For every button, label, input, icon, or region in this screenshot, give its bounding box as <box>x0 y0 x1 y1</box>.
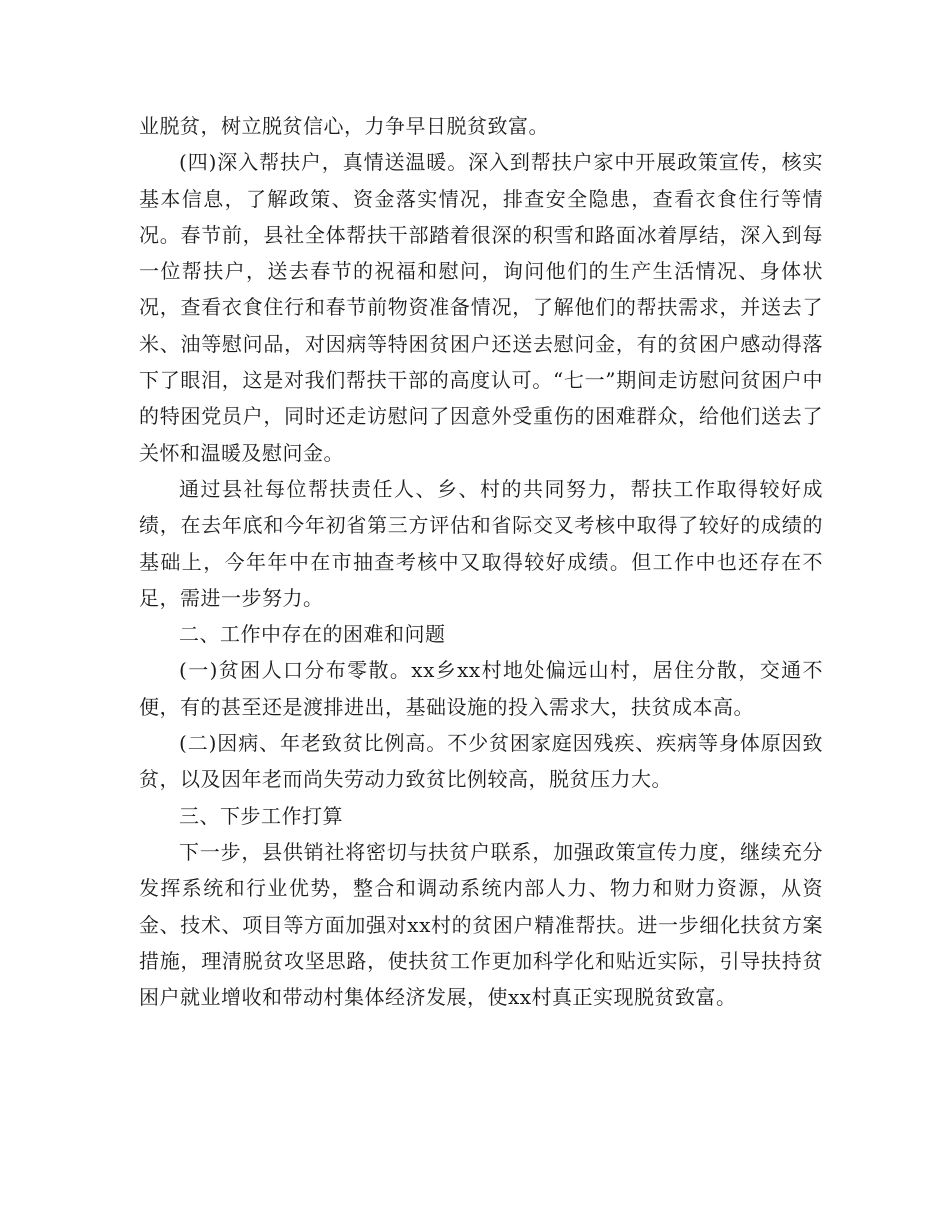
document-body <box>139 108 823 1015</box>
paragraph-difficulty-two: (二)因病、年老致贫比例高。不少贫困家庭因残疾、疾病等身体原因致贫，以及因年老而尚失劳动力致贫比例较高，脱贫压力大。 <box>139 731 823 792</box>
paragraph-continuation: 业脱贫，树立脱贫信心，力争早日脱贫致富。 <box>139 114 549 138</box>
paragraph-section-four: (四)深入帮扶户，真情送温暖。深入到帮扶户家中开展政策宣传，核实基本信息，了解政策、资金落实情况，排查安全隐患，查看衣食住行等情况。春节前，县社全体帮扶干部踏着很深的积雪和路面冰着厚结，深入到每一位帮扶户，送去春节的祝福和慰问，询问他们的生产生活情况、身体状况，查看衣食住行和春节前物资准备情况，了解他们的帮扶需求，并送去了米、油等慰问品，对因病等特困贫困户还送去慰问金，有的贫困户感动得落下了眼泪，这是对我们帮扶干部的高度认可。“七一”期间走访慰问贫困户中的特困党员户，同时还走访慰问了因意外受重伤的困难群众，给他们送去了关怀和温暖及慰问金。 <box>139 150 823 465</box>
paragraph-next-steps: 下一步，县供销社将密切与扶贫户联系，加强政策宣传力度，继续充分发挥系统和行业优势，整合和调动系统内部人力、物力和财力资源，从资金、技术、项目等方面加强对xx村的贫困户精准帮扶。进一步细化扶贫方案措施，理清脱贫攻坚思路，使扶贫工作更加科学化和贴近实际，引导扶持贫困户就业增收和带动村集体经济发展，使xx村真正实现脱贫致富。 <box>139 839 823 1010</box>
heading-difficulties: 二、工作中存在的困难和问题 <box>179 622 446 647</box>
paragraph-difficulty-one: (一)贫困人口分布零散。xx乡xx村地处偏远山村，居住分散，交通不便，有的甚至还是渡排进出，基础设施的投入需求大，扶贫成本高。 <box>139 658 823 719</box>
paragraph-achievements: 通过县社每位帮扶责任人、乡、村的共同努力，帮扶工作取得较好成绩，在去年底和今年初省第三方评估和省际交叉考核中取得了较好的成绩的基础上，今年年中在市抽查考核中又取得较好成绩。但工作中也还存在不足，需进一步努力。 <box>139 476 823 610</box>
heading-next-steps: 三、下步工作打算 <box>179 803 343 828</box>
